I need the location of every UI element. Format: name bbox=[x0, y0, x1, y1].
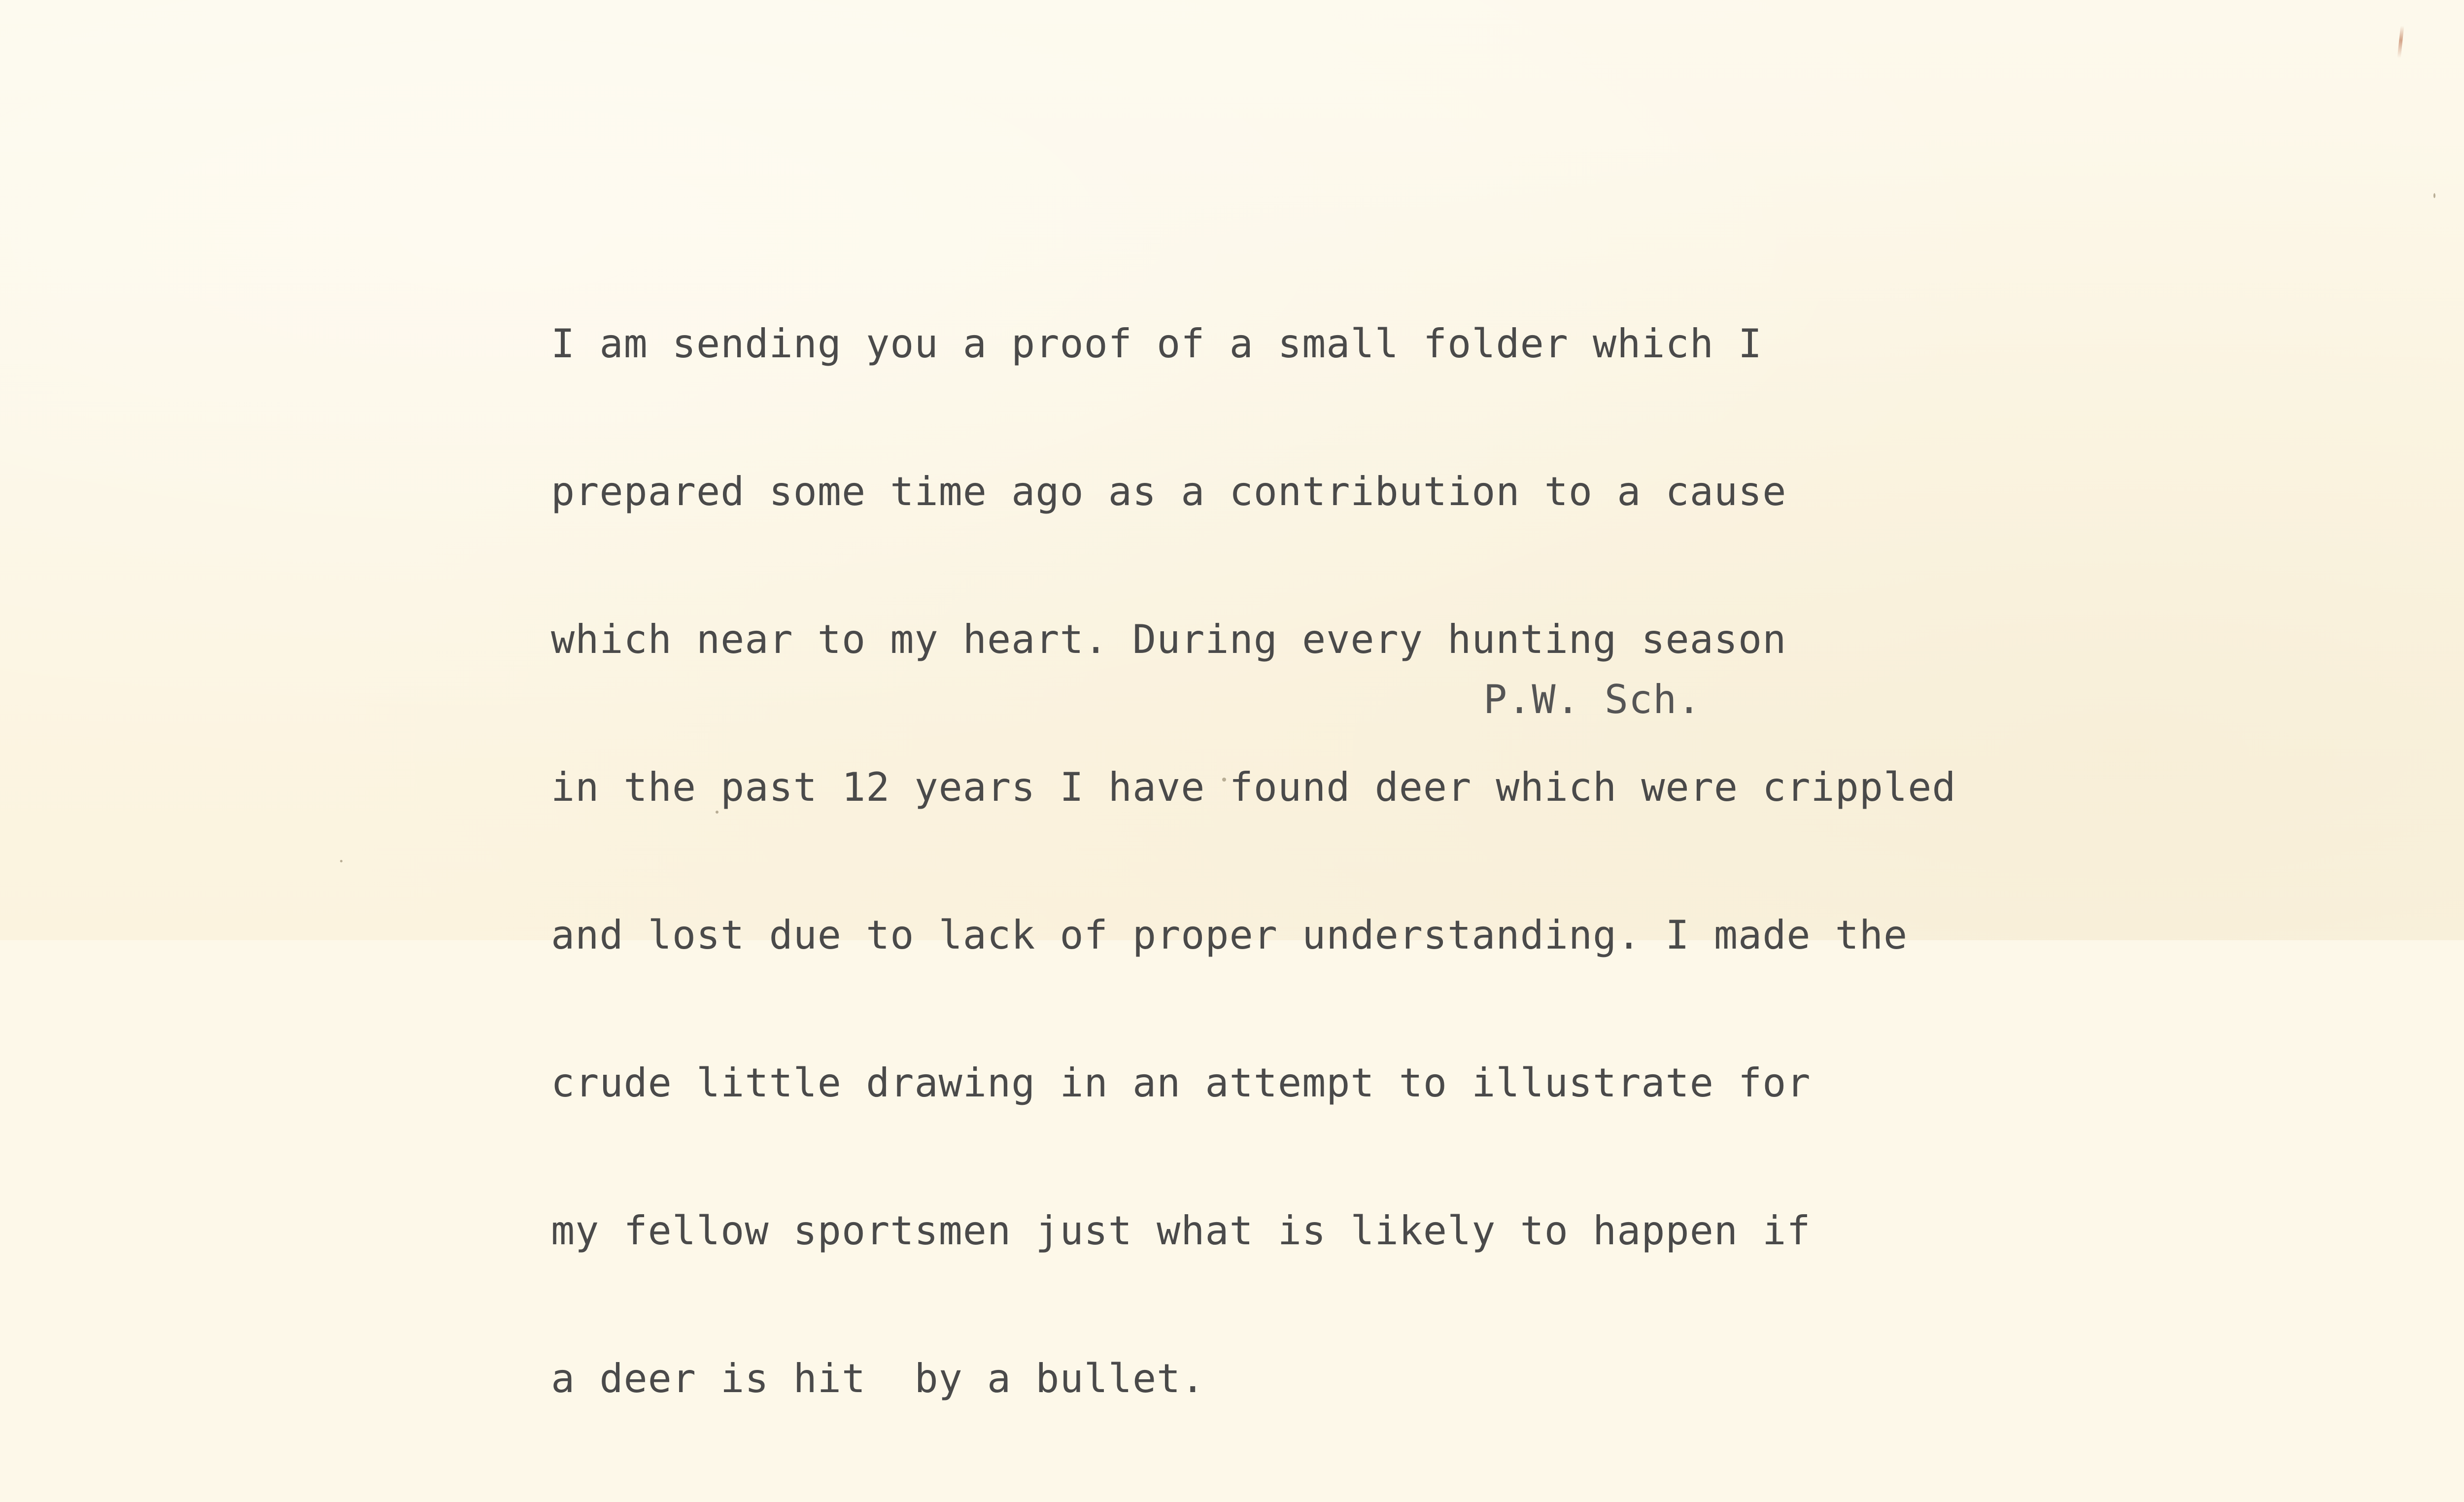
letter-line: my fellow sportsmen just what is likely to happen if bbox=[551, 1208, 1811, 1254]
letter-line: and lost due to lack of proper understanding. I made the bbox=[551, 912, 1908, 958]
letter-line: prepared some time ago as a contribution to a cause bbox=[551, 469, 1787, 514]
paper-speck bbox=[2433, 193, 2435, 198]
paper-speck bbox=[340, 860, 342, 862]
letter-line: crude little drawing in an attempt to illustrate for bbox=[551, 1060, 1811, 1106]
signature-initials: P.W. Sch. bbox=[1483, 677, 1702, 722]
letter-line: which near to my heart. During every hunting season bbox=[551, 616, 1787, 662]
letter-line: in the past 12 years I have found deer which were crippled bbox=[551, 764, 1956, 810]
letter-line: a deer is hit by a bullet. bbox=[551, 1356, 1205, 1401]
letter-body bbox=[551, 221, 2029, 1502]
paper-edge-mark bbox=[2397, 26, 2404, 58]
letter-line: I am sending you a proof of a small folder which I bbox=[551, 321, 1763, 367]
